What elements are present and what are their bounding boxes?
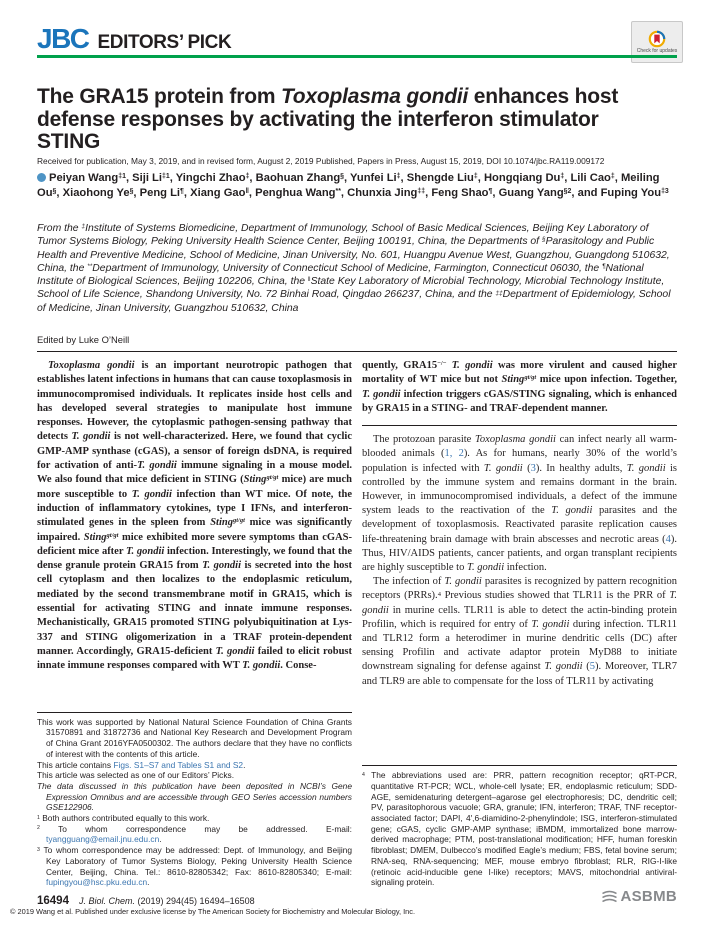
footnote-supporting-info: This article contains Figs. S1–S7 and Tables S1 and S2. xyxy=(37,759,246,770)
journal-citation: J. Biol. Chem. (2019) 294(45) 16494–16508 xyxy=(78,895,255,906)
bookmark-icon xyxy=(648,30,666,48)
link[interactable]: 1, 2 xyxy=(444,448,464,460)
affiliations: From the ‡Institute of Systems Biomedicine, Department of Immunology, School of Basic Medical Sciences, Beijing Key Laboratory of Tumor Systems Biology, Peking University Health Science Center, Beijing 100191, China, the Departments of §Parasitology and Public Health and Preventive Medicine, School of Medicine, Jinan University, No. 601, Huangpu Avenue West, Guangzhou, Guangdong 510632, China, the **Department of Immunology, University of Connecticut School of Medicine, Farmington, Connecticut 06030, the ¶National Institute of Biological Sciences, Beijing 102206, China, the ‖State Key Laboratory of Microbial Technology, Microbial Technology Institute, School of Life Science, Shandong University, No. 72 Binhai Road, Qingdao 266237, China, and the ‡‡Department of Epidemiology, School of Medicine, Jinan University, Guangzhou 510632, China xyxy=(37,223,671,314)
right-column xyxy=(362,359,677,888)
intro-paragraph-1: The protozoan parasite Toxoplasma gondii can infect nearly all warm-blooded animals (1, 2). As for humans, nearly 30% of the world’s population is infected with T. gondii (3). In healthy adults, T. gondii is controlled by the immune system and remains dormant in the brain. However, in immunocompromised individuals, a defect of the immune system leads to the reactivation of the T. gondii parasites and the development of toxoplasmosis. Reactivated parasite replication causes life-threatening brain damage with brain abscesses and necrotic areas (4). Thus, HIV/AIDS patients, cancer patients, and organ transplant recipients are highly susceptible to T. gondii infection. xyxy=(362,434,677,574)
abstract-left: Toxoplasma gondii is an important neurotropic pathogen that establishes latent infections in humans that can cause toxoplasmosis in immunocompromised individuals. It replicates inside host cells and has developed several strategies to manipulate host immune responses. However, the cytoplasmic pathogen-sensing pathway that detects T. gondii is not well-characterized. Here, we found that cyclic GMP-AMP synthase (cGAS), a sensor of foreign dsDNA, is required for activation of anti-T. gondii immune signaling in a mouse model. We also found that mice deficient in STING (Sting$^{gt/gt}$ mice) are much more susceptible to T. gondii infection than WT mice. Of note, the induction of inflammatory cytokines, type I IFNs, and interferon-stimulated genes in the spleen from Sting$^{gt/gt}$ mice was significantly impaired. Sting$^{gt/gt}$ mice exhibited more severe symptoms than cGAS-deficient mice after T. gondii infection. Interestingly, we found that the dense granule protein GRA15 from T. gondii is secreted into the host cell cytoplasm and then localizes to the endoplasmic reticulum, mediated by the second transmembrane motif in GRA15, which is essential for activating STING and innate immune responses. Mechanistically, GRA15 promoted STING polyubiquitination at Lys-337 and STING oligomerization in a TRAF protein-dependent manner. Accordingly, GRA15-deficient T. gondii failed to elicit robust innate immune responses compared with WT T. gondii. Conse- xyxy=(37,360,352,672)
link[interactable]: 5 xyxy=(589,661,595,673)
footnote-data-availability: The data discussed in this publication have been deposited in NCBI’s Gene Expression Omnibus and are accessible through GEO Series accession numbers GSE122906. xyxy=(37,780,352,813)
footnote-correspondence-1: $^2$ To whom correspondence may be addressed. E-mail: tyangguang@email.jnu.edu.cn. xyxy=(37,823,352,845)
copyright-line: © 2019 Wang et al. Published under exclusive license by The American Society for Biochemistry and Molecular Biology, Inc. xyxy=(10,907,416,916)
page-footer xyxy=(37,888,677,907)
link[interactable]: 3 xyxy=(530,462,536,474)
footnote-abbreviations: $^4$ The abbreviations used are: PRR, pattern recognition receptor; qRT-PCR, quantitative RT-PCR; WCL, whole-cell lysate; ER, endoplasmic reticulum; SDD-AGE, semidenaturing detergent–agarose gel electrophoresis; DC, dendritic cell; PV, parasitophorous vacuole; GRA, granule; IFN, interferon; TRAF, TNF receptor-associated factor; DAPI, 4′,6-diamidino-2-phenylindole; ISG, interferon-stimulated gene; cGAS, cyclic GMP-AMP synthase; iBMDM, immortalized bone marrow-derived macrophage; PTM, post-translational modification; HFF, human foreskin fibroblast; DMEM, Dulbecco’s modified Eagle’s medium; FBS, fetal bovine serum; RNA-seq, RNA-sequencing; MEF, mouse embryo fibroblast; RLR, RIG-I-like (retinoic acid-inducible gene I-like) receptors; MAVS, mitochondrial antiviral-signaling protein. xyxy=(362,770,677,888)
link[interactable]: 4 xyxy=(665,533,671,545)
editors-pick-banner: EDITORS’ PICK xyxy=(97,32,232,53)
helix-icon xyxy=(601,890,618,904)
masthead-rule xyxy=(37,55,677,58)
article-body xyxy=(37,359,677,888)
footnote-equal-contribution: $^1$ Both authors contributed equally to this work. xyxy=(37,813,210,824)
intro-paragraph-2: The infection of T. gondii parasites is recognized by pattern recognition receptors (PRRs).$^4$ Previous studies showed that TLR11 is the PRR of T. gondii in murine cells. TLR11 is able to detect the actin-binding protein Profilin, which is required for entry of T. gondii during infection. TLR11 and TLR12 form a heterodimer in murine dendritic cells (DC) after sensing Profilin and activate adaptor protein MyD88 to initiate downstream signaling for defense against T. gondii (5). Moreover, TLR7 and TLR9 are able to compensate for the loss of TLR11 by activating xyxy=(362,576,677,687)
asbmb-logo xyxy=(601,888,678,905)
check-for-updates-label: Check for updates xyxy=(636,47,678,54)
jbc-logo: JBC xyxy=(37,23,89,54)
title-divider xyxy=(37,351,677,352)
link[interactable]: fupingyou@hsc.pku.edu.cn xyxy=(46,877,148,888)
masthead xyxy=(37,23,232,54)
article-title: The GRA15 protein from Toxoplasma gondii enhances host defense responses by activating the interferon stimulator STING xyxy=(37,85,619,153)
edited-by: Edited by Luke O’Neill xyxy=(37,334,130,345)
footnote-funding: This work was supported by National Natural Science Foundation of China Grants 31570891 and 31872736 and National Key Research and Development Program of China Grant 2016YFA0500302. The authors declare that they have no conflicts of interest with the contents of this article. xyxy=(37,716,352,759)
author-list xyxy=(37,171,673,201)
footnote-correspondence-2: $^3$ To whom correspondence may be addressed: Dept. of Immunology, and Beijing Key Laboratory of Tumor Systems Biology, Peking University Health Science Center, Beijing, China. Tel.: 8610-82805342; Fax: 8610-82805340; E-mail: fupingyou@hsc.pku.edu.cn. xyxy=(37,845,352,888)
abstract-divider xyxy=(362,425,677,426)
asbmb-label: ASBMB xyxy=(620,888,677,905)
author-names: Peiyan Wang$^{\ddagger 1}$, Siji Li$^{\ddagger 1}$, Yingchi Zhao‡, Baohuan Zhang§, Yunfei Li‡, Shengde Liu‡, Hongqiang Du‡, Lili Cao‡, Meiling Ou§, Xiaohong Ye§, Peng Li¶, Xiang Gao‖, Penghua Wang**, Chunxia Jing‡‡, Feng Shao¶, Guang Yang$^{\S 2}$, and Fuping You$^{\ddagger 3}$ xyxy=(37,172,669,199)
left-column xyxy=(37,359,352,888)
link[interactable]: Figs. S1–S7 and Tables S1 and S2 xyxy=(113,759,244,770)
orcid-icon[interactable] xyxy=(37,173,46,182)
left-footnote-block xyxy=(37,709,352,888)
page-number: 16494 xyxy=(37,894,69,907)
received-line: Received for publication, May 3, 2019, and in revised form, August 2, 2019 Published, Papers in Press, August 15, 2019, DOI 10.1074/jbc.RA119.009172 xyxy=(37,156,605,166)
link[interactable]: tyangguang@email.jnu.edu.cn xyxy=(46,834,160,845)
right-footnote-block xyxy=(362,762,677,888)
footnote-rule-left xyxy=(37,712,352,713)
footnote-rule-right xyxy=(362,765,677,766)
footnote-editors-pick: This article was selected as one of our Editors’ Picks. xyxy=(37,770,235,781)
abstract-right: quently, GRA15−/− T. gondii was more virulent and caused higher mortality of WT mice but not Sting$^{gt/gt}$ mice upon infection. Together, T. gondii infection triggers cGAS/STING signaling, which is enhanced by GRA15 in a STING- and TRAF-dependent manner. xyxy=(362,360,677,414)
